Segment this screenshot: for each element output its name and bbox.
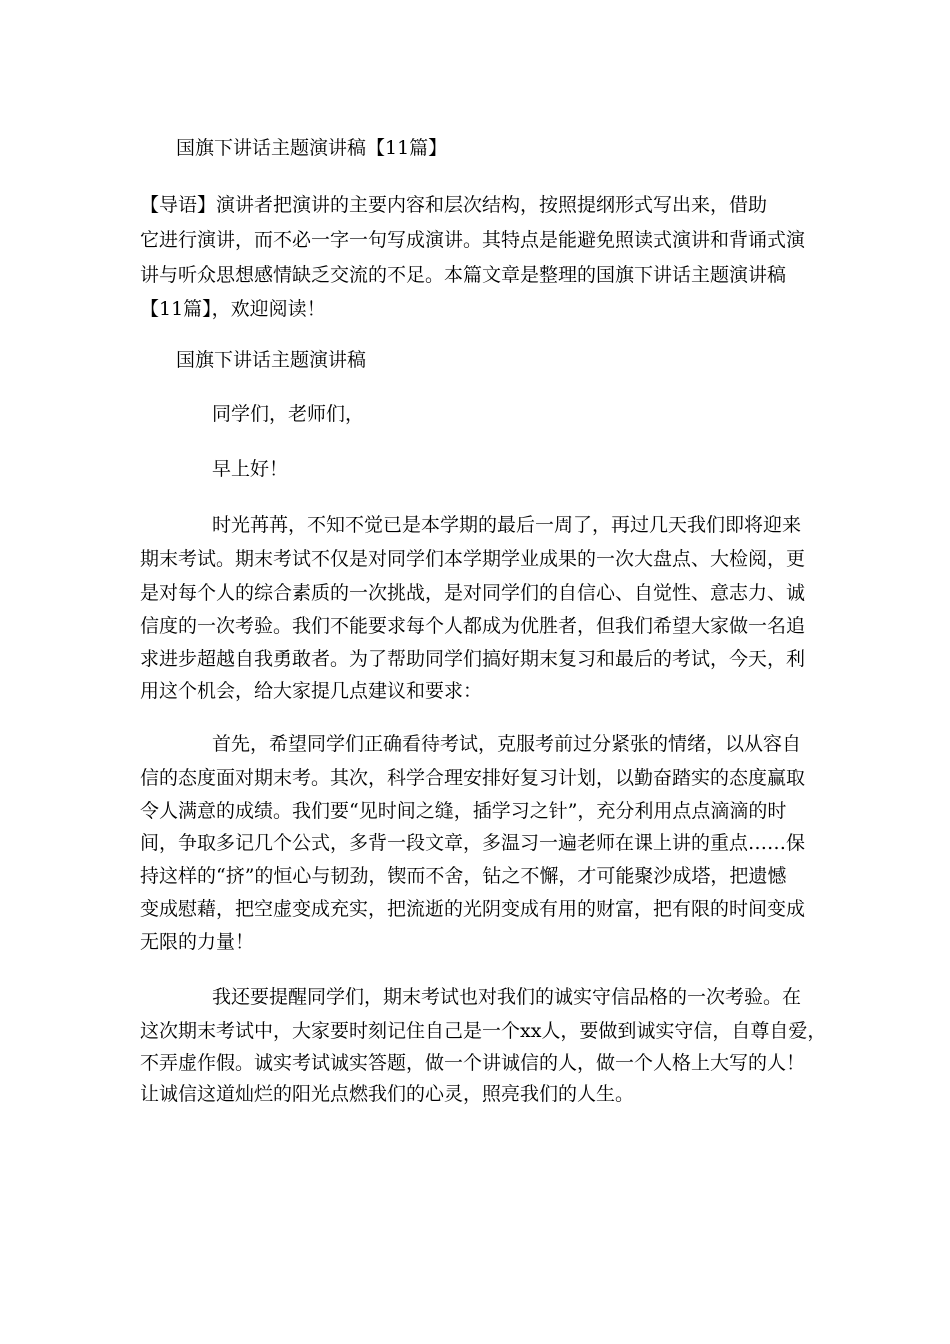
paragraph-line: 变成慰藉，把空虚变成充实，把流逝的光阴变成有用的财富，把有限的时间变成 [140, 898, 806, 920]
paragraph-line: 首先，希望同学们正确看待考试，克服考前过分紧张的情绪，以从容自 [212, 733, 802, 755]
intro-line: 【11篇】，欢迎阅读！ [140, 298, 326, 320]
greeting-line: 早上好！ [212, 458, 289, 480]
intro-line: 讲与听众思想感情缺乏交流的不足。本篇文章是整理的国旗下讲话主题演讲稿 [140, 264, 787, 286]
paragraph-line: 求进步超越自我勇敢者。为了帮助同学们搞好期末复习和最后的考试，今天，利 [140, 648, 806, 670]
paragraph-line: 让诚信这道灿烂的阳光点燃我们的心灵，照亮我们的人生。 [140, 1083, 635, 1105]
intro-line: 【导语】演讲者把演讲的主要内容和层次结构，按照提纲形式写出来，借助 [140, 194, 768, 216]
paragraph-line: 持这样的“挤”的恒心与韧劲，锲而不舍，钻之不懈，才可能聚沙成塔，把遗憾 [140, 865, 787, 887]
paragraph-line: 不弄虚作假。诚实考试诚实答题，做一个讲诚信的人，做一个人格上大写的人！ [140, 1052, 806, 1074]
paragraph-line: 信的态度面对期末考。其次，科学合理安排好复习计划，以勤奋踏实的态度赢取 [140, 767, 806, 789]
paragraph-line: 令人满意的成绩。我们要“见时间之缝，插学习之针”，充分利用点点滴滴的时 [140, 800, 787, 822]
paragraph-line: 我还要提醒同学们，期末考试也对我们的诚实守信品格的一次考验。在 [212, 986, 802, 1008]
paragraph-line: 期末考试。期末考试不仅是对同学们本学期学业成果的一次大盘点、大检阅，更 [140, 548, 806, 570]
paragraph-line: 是对每个人的综合素质的一次挑战，是对同学们的自信心、自觉性、意志力、诚 [140, 582, 806, 604]
paragraph-line: 这次期末考试中，大家要时刻记住自己是一个xx人，要做到诚实守信，自尊自爱， [140, 1020, 827, 1042]
paragraph-line: 用这个机会，给大家提几点建议和要求： [140, 680, 483, 702]
paragraph-line: 信度的一次考验。我们不能要求每个人都成为优胜者，但我们希望大家做一名追 [140, 615, 806, 637]
greeting-line: 同学们，老师们， [212, 403, 365, 425]
section-title: 国旗下讲话主题演讲稿 [176, 349, 367, 371]
paragraph-line: 无限的力量！ [140, 931, 255, 953]
paragraph-line: 时光苒苒，不知不觉已是本学期的最后一周了，再过几天我们即将迎来 [212, 514, 802, 536]
intro-line: 它进行演讲，而不必一字一句写成演讲。其特点是能避免照读式演讲和背诵式演 [140, 229, 806, 251]
document-title: 国旗下讲话主题演讲稿【11篇】 [176, 137, 448, 159]
paragraph-line: 间，争取多记几个公式，多背一段文章，多温习一遍老师在课上讲的重点……保 [140, 832, 806, 854]
